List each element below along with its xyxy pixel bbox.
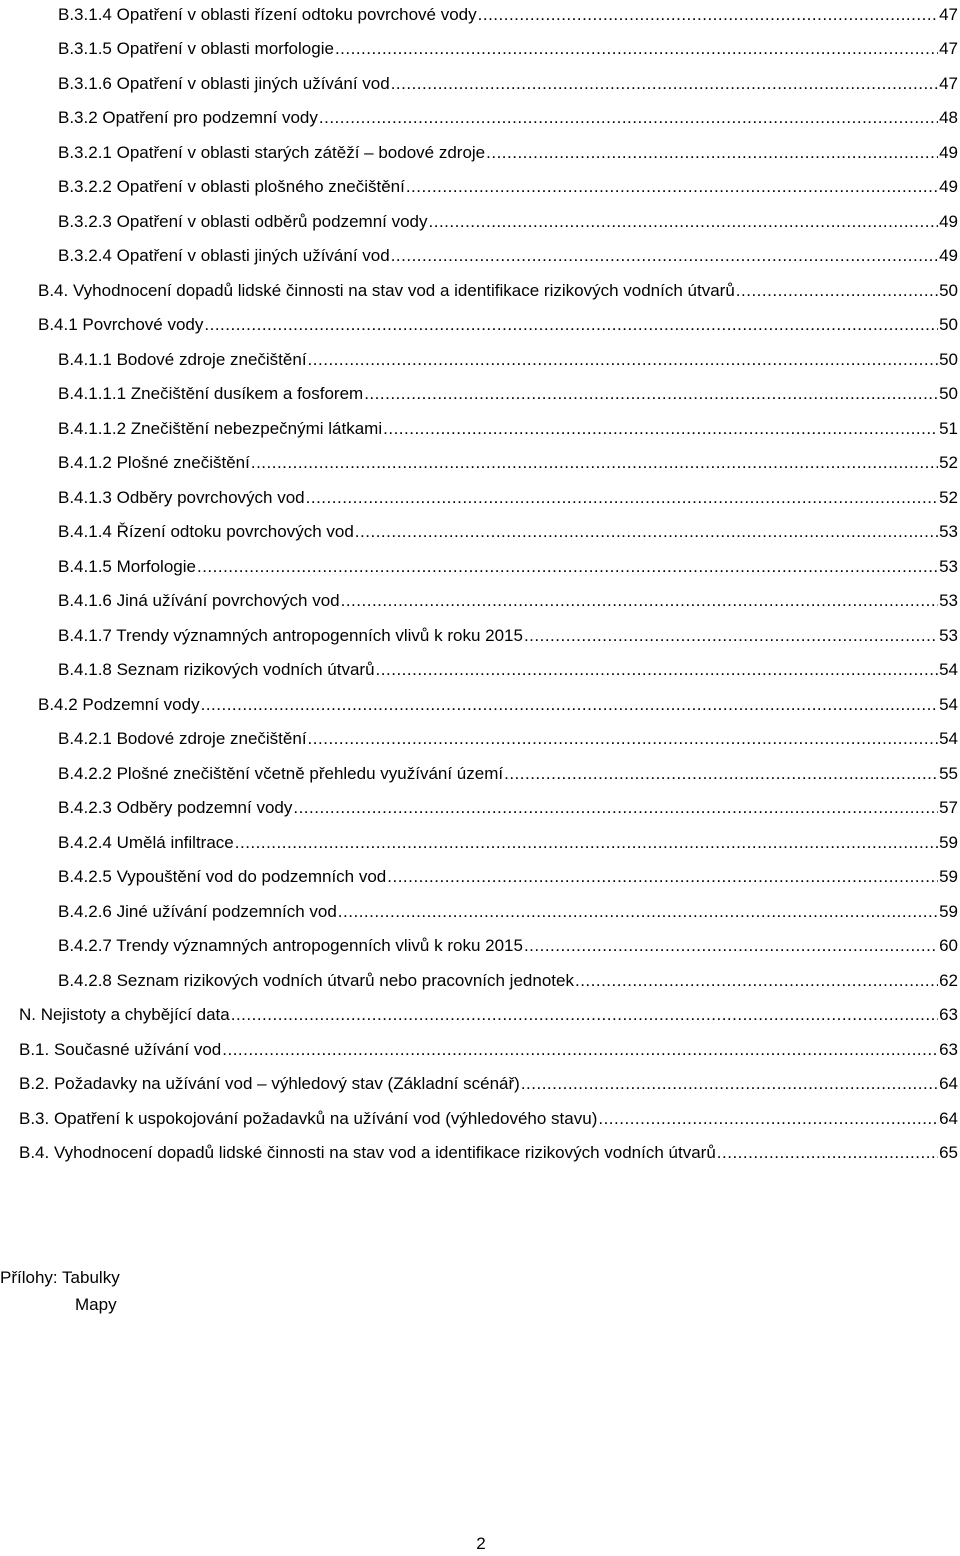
toc-entry[interactable]: [0, 693, 960, 717]
toc-entry[interactable]: [0, 658, 960, 682]
toc-leader-dots: [355, 520, 938, 544]
toc-leader-dots: [293, 796, 938, 820]
toc-leader-dots: [197, 555, 938, 579]
toc-entry[interactable]: [0, 969, 960, 993]
toc-entry-title: B.4.1.2 Plošné znečištění: [58, 453, 250, 472]
toc-entry[interactable]: [0, 175, 960, 199]
toc-entry-title: B.4.2.2 Plošné znečištění včetně přehledu využívání území: [58, 764, 504, 783]
toc-entry-page: 59: [939, 833, 958, 852]
toc-entry-page: 64: [939, 1109, 958, 1128]
toc-entry-title: B.1. Současné užívání vod: [19, 1040, 222, 1059]
toc-entry-title: B.2. Požadavky na užívání vod – výhledový stav (Základní scénář): [19, 1074, 520, 1093]
toc-entry-title: B.4.1.8 Seznam rizikových vodních útvarů: [58, 660, 375, 679]
toc-entry-title: B.3.1.4 Opatření v oblasti řízení odtoku povrchové vody: [58, 5, 477, 24]
attachment-item: Mapy: [75, 1295, 117, 1314]
toc-entry-title: B.4.1.4 Řízení odtoku povrchových vod: [58, 522, 354, 541]
toc-entry-page: 53: [939, 591, 958, 610]
toc-leader-dots: [524, 624, 938, 648]
toc-leader-dots: [736, 279, 938, 303]
toc-entry-title: B.3.2.3 Opatření v oblasti odběrů podzemní vody: [58, 212, 428, 231]
toc-entry[interactable]: [0, 589, 960, 613]
toc-entry[interactable]: [0, 141, 960, 165]
toc-entry[interactable]: [0, 796, 960, 820]
toc-entry[interactable]: [0, 37, 960, 61]
toc-entry-title: B.4.1.1.2 Znečištění nebezpečnými látkami: [58, 419, 383, 438]
toc-entry-page: 57: [939, 798, 958, 817]
toc-entry-page: 54: [939, 660, 958, 679]
toc-entry-title: B.4. Vyhodnocení dopadů lidské činnosti na stav vod a identifikace rizikových vodních útvarů: [38, 281, 735, 300]
toc-entry-page: 59: [939, 902, 958, 921]
toc-leader-dots: [376, 658, 939, 682]
toc-entry-title: B.4.2.1 Bodové zdroje znečištění: [58, 729, 307, 748]
toc-entry-page: 65: [939, 1143, 958, 1162]
toc-leader-dots: [341, 589, 938, 613]
toc-entry-title: B.4.1 Povrchové vody: [38, 315, 204, 334]
toc-entry[interactable]: [0, 934, 960, 958]
toc-entry-page: 59: [939, 867, 958, 886]
toc-entry-title: B.3.2.1 Opatření v oblasti starých zátěží – bodové zdroje: [58, 143, 486, 162]
toc-entry-page: 54: [939, 729, 958, 748]
toc-entry[interactable]: [0, 382, 960, 406]
toc-entry-page: 50: [939, 315, 958, 334]
toc-leader-dots: [364, 382, 938, 406]
toc-entry[interactable]: [0, 348, 960, 372]
toc-leader-dots: [717, 1141, 938, 1165]
toc-entry[interactable]: [0, 3, 960, 27]
toc-entry-page: 53: [939, 557, 958, 576]
toc-leader-dots: [575, 969, 938, 993]
toc-entry-page: 55: [939, 764, 958, 783]
toc-entry-page: 47: [939, 39, 958, 58]
toc-entry-title: B.4.2.6 Jiné užívání podzemních vod: [58, 902, 337, 921]
toc-entry-title: B.4.2.5 Vypouštění vod do podzemních vod: [58, 867, 387, 886]
toc-entry[interactable]: [0, 555, 960, 579]
toc-entry-title: B.4.2.7 Trendy významných antropogenních vlivů k roku 2015: [58, 936, 523, 955]
toc-entry-page: 47: [939, 74, 958, 93]
toc-leader-dots: [338, 900, 938, 924]
toc-leader-dots: [335, 37, 938, 61]
toc-entry-page: 52: [939, 453, 958, 472]
toc-entry[interactable]: [0, 865, 960, 889]
toc-entry-page: 50: [939, 384, 958, 403]
toc-leader-dots: [391, 72, 938, 96]
toc-entry-title: B.4.1.1.1 Znečištění dusíkem a fosforem: [58, 384, 364, 403]
page-number: 2: [476, 1534, 486, 1553]
toc-entry-title: B.4.1.3 Odběry povrchových vod: [58, 488, 305, 507]
toc-entry-title: B.3.1.5 Opatření v oblasti morfologie: [58, 39, 334, 58]
toc-entry-page: 50: [939, 350, 958, 369]
toc-entry[interactable]: [0, 313, 960, 337]
toc-entry-page: 51: [939, 419, 958, 438]
toc-leader-dots: [204, 313, 938, 337]
toc-leader-dots: [486, 141, 938, 165]
toc-leader-dots: [504, 762, 938, 786]
toc-entry-title: B.4. Vyhodnocení dopadů lidské činnosti na stav vod a identifikace rizikových vodních útvarů: [19, 1143, 716, 1162]
toc-entry-page: 64: [939, 1074, 958, 1093]
toc-leader-dots: [391, 244, 938, 268]
toc-entry[interactable]: [0, 727, 960, 751]
toc-leader-dots: [478, 3, 938, 27]
toc-leader-dots: [598, 1107, 938, 1131]
toc-entry[interactable]: [0, 72, 960, 96]
toc-entry-title: B.3. Opatření k uspokojování požadavků na užívání vod (výhledového stavu): [19, 1109, 598, 1128]
toc-entry-page: 63: [939, 1040, 958, 1059]
toc-entry[interactable]: [0, 831, 960, 855]
toc-leader-dots: [308, 348, 939, 372]
toc-leader-dots: [222, 1038, 938, 1062]
toc-entry-title: B.4.1.1 Bodové zdroje znečištění: [58, 350, 307, 369]
toc-entry-title: B.4.1.7 Trendy významných antropogenních vlivů k roku 2015: [58, 626, 523, 645]
toc-leader-dots: [201, 693, 938, 717]
toc-entry-title: B.3.2.2 Opatření v oblasti plošného znečištění: [58, 177, 405, 196]
toc-entry-title: B.3.2 Opatření pro podzemní vody: [58, 108, 318, 127]
toc-leader-dots: [308, 727, 939, 751]
toc-entry-title: B.4.1.5 Morfologie: [58, 557, 196, 576]
toc-entry-title: B.4.1.6 Jiná užívání povrchových vod: [58, 591, 340, 610]
toc-entry[interactable]: [0, 900, 960, 924]
toc-entry-title: B.4.2 Podzemní vody: [38, 695, 200, 714]
toc-entry-page: 49: [939, 246, 958, 265]
toc-entry-page: 52: [939, 488, 958, 507]
toc-entry-page: 54: [939, 695, 958, 714]
toc-leader-dots: [235, 831, 938, 855]
toc-entry[interactable]: [0, 279, 960, 303]
toc-entry-page: 48: [939, 108, 958, 127]
toc-entry[interactable]: [0, 520, 960, 544]
toc-entry-page: 53: [939, 626, 958, 645]
toc-entry[interactable]: [0, 762, 960, 786]
toc-entry[interactable]: [0, 417, 960, 441]
toc-entry[interactable]: [0, 106, 960, 130]
toc-entry[interactable]: [0, 624, 960, 648]
toc-leader-dots: [231, 1003, 938, 1027]
toc-entry-page: 63: [939, 1005, 958, 1024]
toc-entry[interactable]: [0, 244, 960, 268]
toc-entry-title: B.4.2.3 Odběry podzemní vody: [58, 798, 293, 817]
toc-leader-dots: [406, 175, 938, 199]
toc-entry-page: 47: [939, 5, 958, 24]
toc-entry-title: N. Nejistoty a chybějící data: [19, 1005, 230, 1024]
toc-entry[interactable]: [0, 1141, 960, 1165]
toc-entry[interactable]: [0, 1003, 960, 1027]
toc-entry[interactable]: [0, 210, 960, 234]
toc-entry[interactable]: [0, 1107, 960, 1131]
toc-leader-dots: [524, 934, 938, 958]
toc-leader-dots: [521, 1072, 938, 1096]
toc-entry-page: 50: [939, 281, 958, 300]
toc-leader-dots: [429, 210, 939, 234]
toc-entry-page: 60: [939, 936, 958, 955]
toc-leader-dots: [251, 451, 938, 475]
toc-entry-title: B.3.2.4 Opatření v oblasti jiných užívání vod: [58, 246, 390, 265]
toc-entry[interactable]: [0, 486, 960, 510]
toc-leader-dots: [306, 486, 938, 510]
toc-entry-page: 53: [939, 522, 958, 541]
toc-entry-title: B.4.2.8 Seznam rizikových vodních útvarů nebo pracovních jednotek: [58, 971, 574, 990]
toc-entry[interactable]: [0, 1072, 960, 1096]
toc-entry[interactable]: [0, 451, 960, 475]
toc-entry-title: B.4.2.4 Umělá infiltrace: [58, 833, 234, 852]
toc-entry-page: 62: [939, 971, 958, 990]
toc-entry-title: B.3.1.6 Opatření v oblasti jiných užívání vod: [58, 74, 390, 93]
toc-leader-dots: [387, 865, 938, 889]
attachments-label: Přílohy: Tabulky: [0, 1268, 120, 1287]
toc-entry-page: 49: [939, 143, 958, 162]
toc-entry-page: 49: [939, 177, 958, 196]
toc-entry[interactable]: [0, 1038, 960, 1062]
toc-leader-dots: [319, 106, 938, 130]
toc-entry-page: 49: [939, 212, 958, 231]
toc-leader-dots: [383, 417, 938, 441]
